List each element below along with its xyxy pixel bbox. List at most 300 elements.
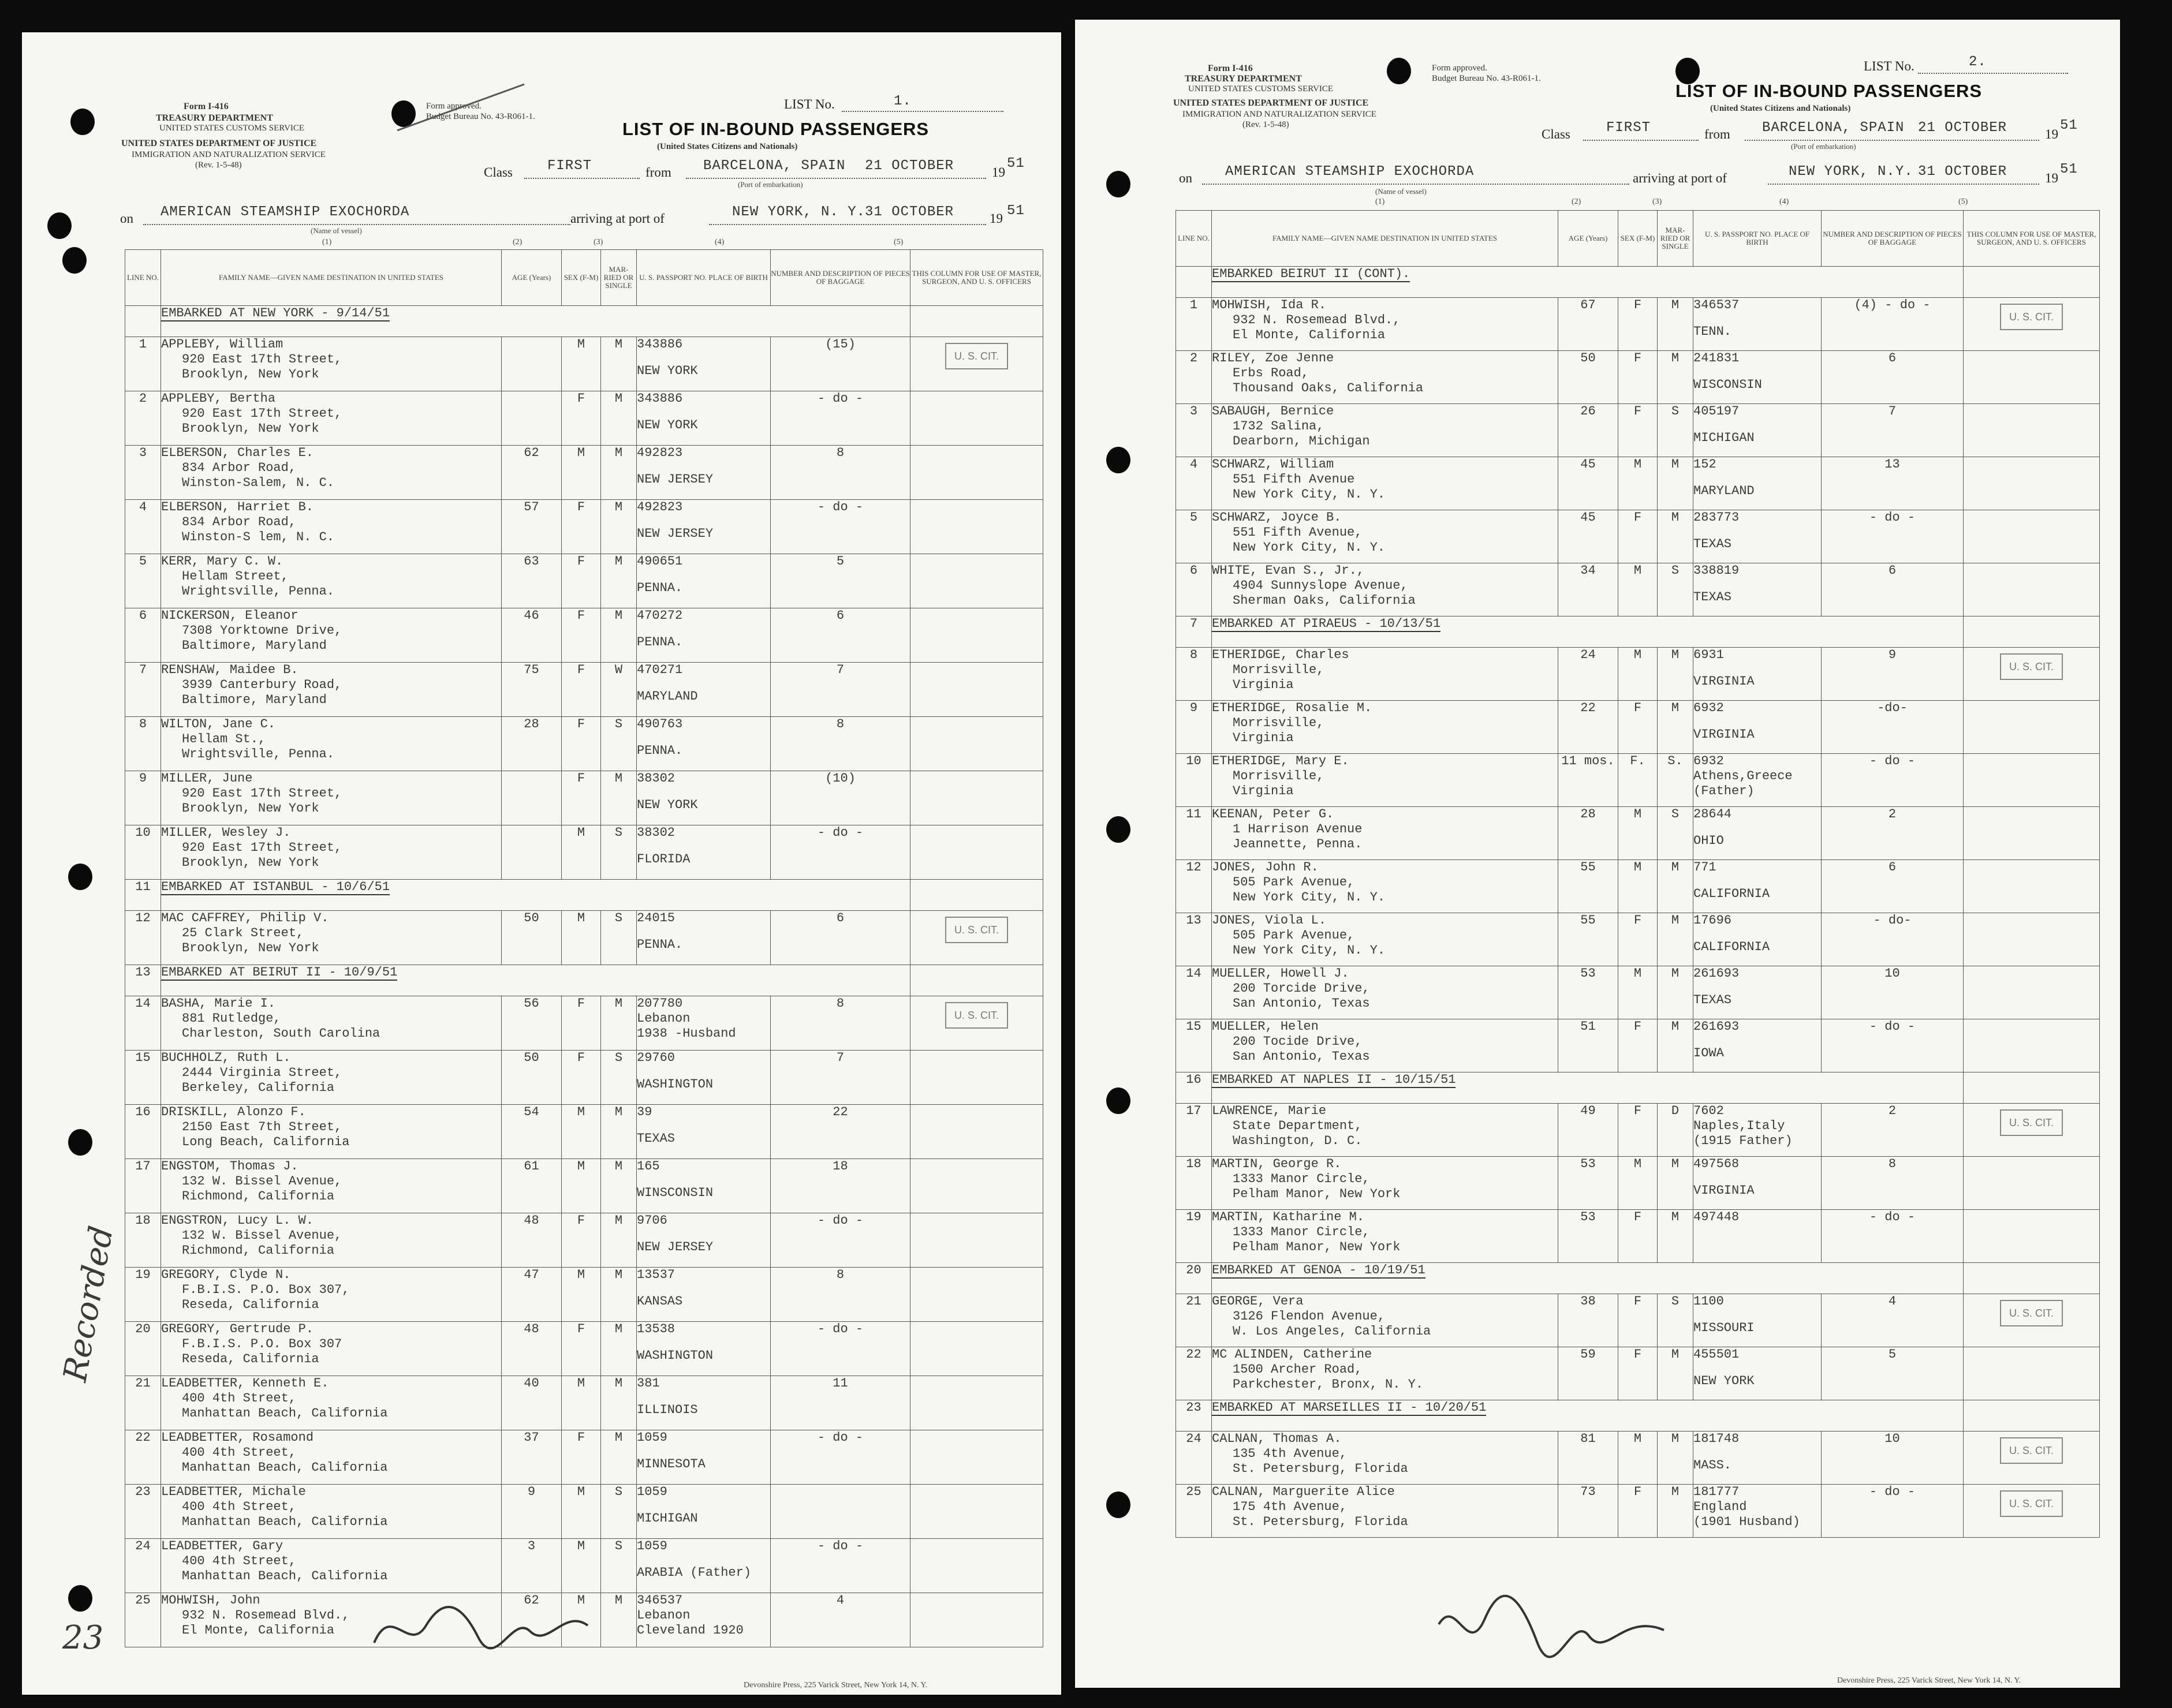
passenger-name: ELBERSON, Harriet B.	[161, 500, 314, 514]
age-cell: 38	[1558, 1294, 1618, 1347]
place-of-birth: TEXAS	[1693, 993, 1732, 1007]
marital-cell: M	[601, 500, 637, 554]
passenger-address-line: Brooklyn, New York	[182, 855, 319, 870]
form-approved: Form approved.	[1432, 63, 1487, 73]
passenger-name-address	[161, 1159, 502, 1213]
department-of-justice: UNITED STATES DEPARTMENT OF JUSTICE	[1173, 98, 1369, 108]
table-row	[1176, 1019, 2100, 1072]
passport-birthplace	[637, 1322, 771, 1376]
age-cell: 24	[1558, 648, 1618, 701]
passenger-address-line: Virginia	[1233, 731, 1294, 745]
vessel-name: AMERICAN STEAMSHIP EXOCHORDA	[161, 204, 410, 220]
sex-cell: M	[1618, 563, 1658, 616]
marital-cell: M	[1658, 1157, 1693, 1210]
passenger-name-address	[1212, 648, 1558, 701]
passenger-name-address	[161, 1539, 502, 1593]
officers-cell	[910, 663, 1043, 717]
immigration-service: IMMIGRATION AND NATURALIZATION SERVICE	[1182, 110, 1376, 119]
passport-birthplace	[637, 391, 771, 446]
line-number: 12	[1176, 860, 1212, 913]
age-cell: 63	[502, 554, 562, 608]
officers-cell	[1964, 351, 2100, 404]
marital-cell: M	[1658, 1347, 1693, 1400]
table-row	[1176, 1210, 2100, 1263]
passenger-name-address	[161, 911, 502, 965]
place-of-birth: ARABIA (Father)	[637, 1565, 752, 1580]
place-of-birth: OHIO	[1693, 834, 1724, 848]
passenger-address-line: 505 Park Avenue,	[1233, 875, 1355, 889]
line-number: 1	[125, 337, 161, 391]
place-of-birth: Cleveland 1920	[637, 1623, 744, 1638]
table-row	[125, 1322, 1043, 1376]
list-label: LIST No.	[784, 97, 835, 111]
age-cell: 3	[502, 1539, 562, 1593]
line-number: 25	[125, 1593, 161, 1647]
table-row	[1176, 701, 2100, 754]
baggage-cell: - do -	[771, 1539, 910, 1593]
marital-cell: M	[601, 337, 637, 391]
passenger-address-line: 1500 Archer Road,	[1233, 1362, 1363, 1377]
line-number: 1	[1176, 298, 1212, 351]
age-cell: 51	[1558, 1019, 1618, 1072]
arriving-label: arriving at port of	[1633, 171, 1727, 185]
passenger-address-line: 932 N. Rosemead Blvd.,	[1233, 313, 1401, 327]
us-citizen-stamp: U. S. CIT.	[2000, 1109, 2063, 1136]
list-number: 1.	[894, 94, 912, 109]
passenger-address-line: Parkchester, Bronx, N. Y.	[1233, 1377, 1424, 1392]
line-number: 23	[1176, 1400, 1212, 1432]
sex-cell: F	[562, 500, 601, 554]
passport-number: 470271	[637, 663, 683, 677]
baggage-cell	[771, 1485, 910, 1539]
sex-cell: F	[562, 608, 601, 663]
passenger-address-line: Manhattan Beach, California	[182, 1569, 388, 1583]
marital-cell: M	[601, 1593, 637, 1647]
arrival-year-suffix: 51	[1007, 203, 1025, 219]
table-row	[125, 608, 1043, 663]
embarkation-row	[1176, 1400, 2100, 1432]
sex-cell: M	[1618, 860, 1658, 913]
age-cell: 54	[502, 1105, 562, 1159]
line-number: 20	[125, 1322, 161, 1376]
place-of-birth: MISSOURI	[1693, 1321, 1755, 1335]
embarkation-row	[1176, 1072, 2100, 1104]
passenger-address-line: 1333 Manor Circle,	[1233, 1225, 1370, 1239]
line-number: 15	[1176, 1019, 1212, 1072]
baggage-cell: 13	[1822, 457, 1964, 510]
passenger-name: MAC CAFFREY, Philip V.	[161, 911, 329, 925]
sex-cell: M	[1618, 648, 1658, 701]
passenger-address-line: 834 Arbor Road,	[182, 461, 297, 475]
passenger-table: LINE NO. FAMILY NAME—GIVEN NAME DESTINATION IN UNITED STATES AGE (Years) SEX (F-M) MAR-RIED OR SINGLE U. S. PASSPORT NO. PLACE OF BIRTH NUMBER AND DESCRIPTION OF PIECES OF BAGGAGE THIS COLUMN FOR USE OF MASTER, SURGEON, AND U. S. OFFICERS EMBARKED BEIRUT II (CONT). 1 MOHWISH, Ida R. 932 N. Rosemead Blvd., El Monte, California 67 F M 346537 TENN. (4) - do - U. S. CIT. 2 RILEY, Zoe Jenne Erbs Road, Thousand Oaks, California 50 F M 241831 WISCONSIN 6 3 SABAUGH, Bernice 1732 Salina, Dearborn, Michigan 26 F S 405197 MICHIGAN 7 4 SCHWARZ, William 551 Fifth Avenue New York City, N. Y. 45 M M 152 MARYLAND 13 5 SCHWARZ, Joyce B. 551 Fifth Avenue, New York City, N. Y. 45 F M 283773 TEXAS - do - 6 WHITE, Evan S., Jr., 4904 Sunnyslope Avenue, Sherman Oaks, California 34 M S 338819 TEXAS 6 7 EMBARKED AT PIRAEUS - 10/13/51 8 ETHERIDGE, Charles Morrisville, Virginia 24 M M 6931 VIRGINIA 9 U. S. CIT. 9 ETHERIDGE, Rosalie M. Morrisville, Virginia 22 F M 6932 VIRGINIA -do- 10 ETHERIDGE, Mary E. Morrisville, Virginia 11 mos. F. S. 6932 Athens,Greece (Father) - do - 11 KEENAN, Peter G. 1 Harrison Avenue Jeannette, Penna. 28 M S 28644 OHIO 2 12 JONES, John R. 505 Park Avenue, New York City, N. Y. 55 M M 771 CALIFORNIA 6 13 JONES, Viola L. 505 Park Avenue, New York City, N. Y. 55 F M 17696 CALIFORNIA - do- 14 MUELLER, Howell J. 200 Torcide Drive, San Antonio, Texas 53 M M 261693 TEXAS 10 15 MUELLER, Helen 200 Tocide Drive, San Antonio, Texas 51 F M 261693 IOWA - do - 16 EMBARKED AT NAPLES II - 10/15/51 17 LAWRENCE, Marie State Department, Washington, D. C. 49 F D 7602 Naples,Italy (1915 Father) 2 U. S. CIT. 18 MARTIN, George R. 1333 Manor Circle, Pelham Manor, New York 53 M M 497568 VIRGINIA 8 19 MARTIN, Katharine M. 1333 Manor Circle, Pelham Manor, New York 53 F M 497448 - do - 20 EMBARKED AT GENOA - 10/19/51 21 GEORGE, Vera 3126 Flendon Avenue, W. Los Angeles, California 38 F S 1100 MISSOURI 4 U. S. CIT. 22 MC ALINDEN, Catherine 1500 Archer Road, Parkchester, Bronx, N. Y. 59 F M 455501 NEW YORK 5 23 EMBARKED AT MARSEILLES II - 10/20/51 24 CALNAN, Thomas A. 135 4th Avenue, St. Petersburg, Florida 81 M M 181748 MASS. 10 U. S. CIT. 25 CALNAN, Marguerite Alice 175 4th Avenue, St. Petersburg, Florida 73 F M 181777 England (1901 Husband) - do - U. S. CIT.	[1175, 210, 2100, 1538]
passport-number: 6932	[1693, 754, 1724, 768]
line-number: 13	[125, 965, 161, 996]
passport-number: 207780	[637, 996, 683, 1011]
vessel-note: (Name of vessel)	[1375, 187, 1427, 196]
line-number: 15	[125, 1051, 161, 1105]
line-number: 14	[1176, 966, 1212, 1019]
passport-number: 6931	[1693, 648, 1724, 662]
place-of-birth: MARYLAND	[637, 689, 698, 704]
passport-birthplace	[1693, 1104, 1822, 1157]
officers-cell	[1964, 1104, 2100, 1157]
officers-cell	[910, 911, 1043, 965]
arrival-date: 31 OCTOBER	[1918, 164, 2007, 180]
officers-cell	[1964, 1210, 2100, 1263]
sex-cell: M	[562, 1268, 601, 1322]
age-cell: 75	[502, 663, 562, 717]
passenger-address-line: Charleston, South Carolina	[182, 1026, 380, 1041]
passenger-address-line: 1 Harrison Avenue	[1233, 822, 1363, 836]
passenger-address-line: 135 4th Avenue,	[1233, 1447, 1348, 1461]
passport-number: 343886	[637, 391, 683, 406]
passenger-name-address	[161, 663, 502, 717]
table-row	[125, 771, 1043, 825]
marital-cell: M	[601, 771, 637, 825]
passenger-address-line: Pelham Manor, New York	[1233, 1240, 1401, 1254]
punch-hole	[1106, 1087, 1130, 1114]
baggage-cell: 18	[771, 1159, 910, 1213]
place-of-birth: Lebanon	[637, 1608, 691, 1623]
passenger-address-line: Sherman Oaks, California	[1233, 593, 1416, 608]
marital-cell: S	[601, 717, 637, 771]
sex-cell: F	[562, 717, 601, 771]
age-cell	[502, 771, 562, 825]
passenger-address-line: 400 4th Street,	[182, 1391, 297, 1406]
place-of-birth: (1915 Father)	[1693, 1134, 1793, 1148]
passenger-address-line: Reseda, California	[182, 1352, 319, 1366]
passenger-name: WHITE, Evan S., Jr.,	[1212, 563, 1365, 578]
department-of-justice: UNITED STATES DEPARTMENT OF JUSTICE	[121, 139, 317, 148]
passenger-address-line: 25 Clark Street,	[182, 926, 304, 940]
marital-cell: M	[1658, 701, 1693, 754]
sex-cell: M	[562, 825, 601, 880]
embarkation-heading: EMBARKED AT MARSEILLES II - 10/20/51	[1212, 1400, 1487, 1415]
port-embark-note: (Port of embarkation)	[1791, 142, 1856, 151]
baggage-cell: 10	[1822, 966, 1964, 1019]
place-of-birth: Lebanon	[637, 1011, 691, 1026]
marital-cell: M	[1658, 298, 1693, 351]
passenger-name-address	[1212, 457, 1558, 510]
passenger-name-address	[1212, 1210, 1558, 1263]
handwritten-recorded-note	[45, 1187, 121, 1395]
marital-cell: M	[601, 1213, 637, 1268]
baggage-cell: 11	[771, 1376, 910, 1430]
passenger-name: BASHA, Marie I.	[161, 996, 276, 1011]
passport-number: 343886	[637, 337, 683, 352]
passenger-address-line: New York City, N. Y.	[1233, 487, 1386, 502]
line-number: 18	[125, 1213, 161, 1268]
passport-birthplace	[637, 996, 771, 1051]
marital-cell: M	[1658, 648, 1693, 701]
passenger-name-address	[161, 996, 502, 1051]
marital-cell: S	[601, 1485, 637, 1539]
place-of-birth: CALIFORNIA	[1693, 940, 1770, 954]
passenger-address-line: 400 4th Street,	[182, 1500, 297, 1514]
passenger-address-line: 1732 Salina,	[1233, 419, 1324, 433]
marital-cell: M	[601, 1376, 637, 1430]
baggage-cell: 6	[771, 608, 910, 663]
passenger-name: MC ALINDEN, Catherine	[1212, 1347, 1372, 1362]
baggage-cell: 9	[1822, 648, 1964, 701]
line-number: 21	[125, 1376, 161, 1430]
arrival-port: NEW YORK, N. Y.	[732, 204, 866, 220]
marital-cell: M	[1658, 457, 1693, 510]
baggage-cell: 10	[1822, 1432, 1964, 1485]
place-of-birth: FLORIDA	[637, 852, 691, 866]
passport-number: 346537	[1693, 298, 1740, 312]
line-number: 9	[125, 771, 161, 825]
table-row	[125, 1105, 1043, 1159]
marital-cell: S	[601, 1051, 637, 1105]
officers-cell	[1964, 807, 2100, 860]
embarkation-date: 21 OCTOBER	[1918, 120, 2007, 136]
age-cell: 55	[1558, 860, 1618, 913]
passenger-name-address	[161, 717, 502, 771]
sex-cell: F	[1618, 1485, 1658, 1538]
passenger-address-line: Winston-S lem, N. C.	[182, 530, 335, 544]
passenger-name-address	[1212, 1104, 1558, 1157]
marital-cell: M	[601, 446, 637, 500]
passenger-name: ELBERSON, Charles E.	[161, 446, 314, 460]
place-of-birth: MICHIGAN	[1693, 431, 1755, 445]
line-number: 3	[1176, 404, 1212, 457]
passport-number: 497568	[1693, 1157, 1740, 1171]
sex-cell: M	[562, 337, 601, 391]
age-cell: 22	[1558, 701, 1618, 754]
sex-cell: F	[1618, 1104, 1658, 1157]
line-number: 19	[125, 1268, 161, 1322]
table-row	[125, 825, 1043, 880]
marital-cell: M	[1658, 913, 1693, 966]
baggage-cell: 7	[771, 663, 910, 717]
marital-cell: M	[601, 1268, 637, 1322]
place-of-birth: Naples,Italy	[1693, 1119, 1785, 1133]
passport-number: 9706	[637, 1213, 667, 1228]
passenger-name-address	[161, 1051, 502, 1105]
marital-cell: S	[1658, 1294, 1693, 1347]
sex-cell: F	[1618, 1210, 1658, 1263]
sex-cell: M	[562, 1159, 601, 1213]
passport-birthplace	[1693, 807, 1822, 860]
age-cell: 46	[502, 608, 562, 663]
passport-number: 38302	[637, 825, 676, 840]
marital-cell: S	[1658, 807, 1693, 860]
line-number: 10	[1176, 754, 1212, 807]
sex-cell: F	[1618, 1019, 1658, 1072]
passport-number: 39	[637, 1105, 652, 1119]
passenger-address-line: 132 W. Bissel Avenue,	[182, 1228, 342, 1243]
embarkation-date: 21 OCTOBER	[865, 158, 954, 174]
place-of-birth: NEW JERSEY	[637, 472, 714, 487]
place-of-birth: England	[1693, 1500, 1747, 1514]
sex-cell: F.	[1618, 754, 1658, 807]
punch-hole	[68, 864, 92, 890]
passport-birthplace	[637, 771, 771, 825]
place-of-birth: VIRGINIA	[1693, 674, 1755, 689]
line-number: 23	[125, 1485, 161, 1539]
sex-cell: F	[1618, 913, 1658, 966]
place-of-birth: TEXAS	[637, 1131, 676, 1146]
passport-birthplace	[1693, 1019, 1822, 1072]
officers-cell	[910, 391, 1043, 446]
passport-number: 38302	[637, 771, 676, 786]
passport-birthplace	[1693, 351, 1822, 404]
embarkation-heading: EMBARKED AT PIRAEUS - 10/13/51	[1212, 616, 1441, 631]
manifest-sheet-2: Form I-416 TREASURY DEPARTMENT UNITED STATES CUSTOMS SERVICE Form approved. Budget Bureau No. 43-R061-1. UNITED STATES DEPARTMENT OF JUSTICE IMMIGRATION AND NATURALIZATION SERVICE (Rev. 1-5-48) LIST No. 2. LIST OF IN-BOUND PASSENGERS (United States Citizens and Nationals) Class FIRST from BARCELONA, SPAIN 21 OCTOBER 19 51 (Port of embarkation) on AMERICAN STEAMSHIP EXOCHORDA (Name of vessel) arriving at port of NEW YORK, N.Y. 31 OCTOBER 19 51 (1) (2) (3) (4) (5) LINE NO. FAMILY NAME—GIVEN NAME DESTINATION IN UNITED STATES AGE (Years) SEX (F-M) MAR-RIED OR SINGLE U. S. PASSPORT NO. PLACE OF BIRTH NUMBER AND DESCRIPTION OF PIECES OF BAGGAGE THIS COLUMN FOR USE OF MASTER, SURGEON, AND U. S. OFFICERS EMBARKED BEIRUT II (CONT). 1 MOHWISH, Ida R. 932 N. Rosemead Blvd., El Monte, California 67 F M 346537 TENN. (4) - do - U. S. CIT. 2 RILEY, Zoe Jenne Erbs Road, Thousand Oaks, California 50 F M 241831 WISCONSIN 6 3 SABAUGH, Bernice 1732 Salina, Dearborn, Michigan 26 F S 405197 MICHIGAN 7 4 SCHWARZ, William 551 Fifth Avenue New York City, N. Y. 45 M M 152 MARYLAND 13 5 SCHWARZ, Joyce B. 551 Fifth Avenue, New York City, N. Y. 45 F M 283773 TEXAS - do - 6 WHITE, Evan S., Jr., 4904 Sunnyslope Avenue, Sherman Oaks, California 34 M S 338819 TEXAS 6 7 EMBARKED AT PIRAEUS - 10/13/51 8 ETHERIDGE, Charles Morrisville, Virginia 24 M M 6931 VIRGINIA 9 U. S. CIT. 9 ETHERIDGE, Rosalie M. Morrisville, Virginia 22 F M 6932 VIRGINIA -do- 10 ETHERIDGE, Mary E. Morrisville, Virginia 11 mos. F. S. 6932 Athens,Greece (Father) - do - 11 KEENAN, Peter G. 1 Harrison Avenue Jeannette, Penna. 28 M S 28644 OHIO 2 12 JONES, John R. 505 Park Avenue, New York City, N. Y. 55 M M 771 CALIFORNIA 6 13 JONES, Viola L. 505 Park Avenue, New York City, N. Y. 55 F M 17696 CALIFORNIA - do- 14 MUELLER, Howell J. 200 Torcide Drive, San Antonio, Texas 53 M M 261693 TEXAS 10 15 MUELLER, Helen 200 Tocide Drive, San Antonio, Texas 51 F M 261693 IOWA - do - 16 EMBARKED AT NAPLES II - 10/15/51 17 LAWRENCE, Marie State Department, Washington, D. C. 49 F D 7602 Naples,Italy (1915 Father) 2 U. S. CIT. 18 MARTIN, George R. 1333 Manor Circle, Pelham Manor, New York 53 M M 497568 VIRGINIA 8 19 MARTIN, Katharine M. 1333 Manor Circle, Pelham Manor, New York 53 F M 497448 - do - 20 EMBARKED AT GENOA - 10/19/51 21 GEORGE, Vera 3126 Flendon Avenue, W. Los Angeles, California 38 F S 1100 MISSOURI 4 U. S. CIT. 22 MC ALINDEN, Catherine 1500 Archer Road, Parkchester, Bronx, N. Y. 59 F M 455501 NEW YORK 5 23 EMBARKED AT MARSEILLES II - 10/20/51 24 CALNAN, Thomas A. 135 4th Avenue, St. Petersburg, Florida 81 M M 181748 MASS. 10 U. S. CIT. 25 CALNAN, Marguerite Alice 175 4th Avenue, St. Petersburg, Florida 73 F M 181777 England (1901 Husband) - do - U. S. CIT. Devonshire Press, 225 Varick Street, New York 14, N. Y.	[1075, 20, 2120, 1688]
marital-cell: S	[601, 825, 637, 880]
table-row	[1176, 1485, 2100, 1538]
passport-birthplace	[637, 1051, 771, 1105]
embarkation-row	[1176, 1263, 2100, 1294]
marital-cell: M	[601, 608, 637, 663]
line-number: 25	[1176, 1485, 1212, 1538]
age-cell: 48	[502, 1322, 562, 1376]
passenger-address-line: Wrightsville, Penna.	[182, 584, 335, 599]
passport-birthplace	[1693, 510, 1822, 563]
passport-birthplace	[1693, 913, 1822, 966]
passenger-address-line: 932 N. Rosemead Blvd.,	[182, 1608, 350, 1623]
officers-cell	[910, 1213, 1043, 1268]
svg-text:23: 23	[62, 1619, 104, 1657]
passenger-name-address	[1212, 1019, 1558, 1072]
place-of-birth: NEW YORK	[637, 418, 698, 432]
passenger-address-line: New York City, N. Y.	[1233, 540, 1386, 555]
passenger-name: LEADBETTER, Kenneth E.	[161, 1376, 329, 1391]
embarkation-heading: EMBARKED BEIRUT II (CONT).	[1212, 267, 1410, 281]
year-prefix: 19	[2045, 127, 2058, 141]
passport-birthplace	[637, 1593, 771, 1647]
age-cell: 9	[502, 1485, 562, 1539]
service: UNITED STATES CUSTOMS SERVICE	[159, 124, 305, 133]
port-of-embarkation: BARCELONA, SPAIN	[1762, 120, 1905, 136]
table-row	[1176, 913, 2100, 966]
sex-cell: F	[1618, 351, 1658, 404]
department: TREASURY DEPARTMENT	[156, 113, 273, 123]
table-row	[125, 663, 1043, 717]
passenger-address-line: 132 W. Bissel Avenue,	[182, 1174, 342, 1189]
officers-cell	[910, 500, 1043, 554]
age-cell: 50	[1558, 351, 1618, 404]
passenger-name: CALNAN, Thomas A.	[1212, 1432, 1342, 1446]
baggage-cell: (10)	[771, 771, 910, 825]
passport-number: 13537	[637, 1268, 676, 1282]
officers-cell	[910, 1268, 1043, 1322]
passenger-address-line: 920 East 17th Street,	[182, 840, 342, 855]
passenger-name: LEADBETTER, Gary	[161, 1539, 283, 1553]
line-number: 17	[125, 1159, 161, 1213]
passenger-name: MOHWISH, Ida R.	[1212, 298, 1327, 312]
passport-birthplace	[1693, 1347, 1822, 1400]
us-citizen-stamp: U. S. CIT.	[2000, 1490, 2063, 1517]
passenger-name: CALNAN, Marguerite Alice	[1212, 1485, 1395, 1499]
officers-cell	[1964, 510, 2100, 563]
punch-hole	[47, 212, 72, 239]
table-row	[125, 500, 1043, 554]
arrival-year-prefix: 19	[990, 211, 1003, 226]
passenger-address-line: 3126 Flendon Avenue,	[1233, 1309, 1386, 1324]
baggage-cell: - do -	[1822, 1019, 1964, 1072]
us-citizen-stamp: U. S. CIT.	[2000, 653, 2063, 680]
line-number: 24	[1176, 1432, 1212, 1485]
sex-cell: M	[562, 1105, 601, 1159]
marital-cell: M	[1658, 1210, 1693, 1263]
baggage-cell: 8	[771, 717, 910, 771]
table-row	[125, 1159, 1043, 1213]
embarkation-row	[125, 880, 1043, 911]
line-number: 16	[1176, 1072, 1212, 1104]
officers-cell	[910, 1159, 1043, 1213]
passport-birthplace	[1693, 563, 1822, 616]
table-row	[125, 1485, 1043, 1539]
class-value: FIRST	[547, 158, 592, 174]
passport-number: 152	[1693, 457, 1716, 472]
port-embark-note: (Port of embarkation)	[738, 180, 803, 189]
officers-cell	[910, 1539, 1043, 1593]
place-of-birth: MARYLAND	[1693, 484, 1755, 498]
passenger-address-line: 920 East 17th Street,	[182, 406, 342, 421]
marital-cell: S	[1658, 563, 1693, 616]
arriving-label: arriving at port of	[570, 211, 665, 226]
table-row	[1176, 457, 2100, 510]
immigration-service: IMMIGRATION AND NATURALIZATION SERVICE	[132, 150, 326, 159]
marital-cell: M	[1658, 860, 1693, 913]
officers-cell	[1964, 1019, 2100, 1072]
place-of-birth: WISCONSIN	[1693, 378, 1762, 392]
passenger-name-address	[161, 500, 502, 554]
passenger-name-address	[161, 1322, 502, 1376]
marital-cell: M	[1658, 1019, 1693, 1072]
table-row	[1176, 563, 2100, 616]
form-approved: Form approved.	[426, 102, 482, 111]
passport-number: 181748	[1693, 1432, 1740, 1446]
passenger-address-line: Virginia	[1233, 784, 1294, 798]
age-cell: 40	[502, 1376, 562, 1430]
table-row	[125, 1051, 1043, 1105]
officers-cell	[910, 1376, 1043, 1430]
revision: (Rev. 1-5-48)	[1242, 120, 1289, 129]
passenger-name: GREGORY, Gertrude P.	[161, 1322, 314, 1336]
year-suffix: 51	[2060, 118, 2078, 133]
line-number: 4	[125, 500, 161, 554]
sex-cell: F	[1618, 298, 1658, 351]
baggage-cell: 8	[771, 1268, 910, 1322]
sex-cell: F	[562, 663, 601, 717]
table-row	[1176, 1294, 2100, 1347]
table-row	[125, 554, 1043, 608]
passport-number: 492823	[637, 446, 683, 460]
age-cell: 50	[502, 911, 562, 965]
budget-bureau: Budget Bureau No. 43-R061-1.	[1432, 74, 1541, 83]
age-cell: 59	[1558, 1347, 1618, 1400]
marital-cell: M	[601, 1430, 637, 1485]
on-label: on	[1179, 171, 1192, 185]
baggage-cell: - do -	[1822, 1210, 1964, 1263]
vessel-note: (Name of vessel)	[311, 226, 362, 235]
passport-birthplace	[637, 337, 771, 391]
marital-cell: S	[601, 1539, 637, 1593]
passport-birthplace	[1693, 701, 1822, 754]
line-number: 19	[1176, 1210, 1212, 1263]
passenger-name-address	[1212, 1347, 1558, 1400]
baggage-cell: - do -	[771, 1213, 910, 1268]
sex-cell: M	[562, 911, 601, 965]
passport-birthplace	[1693, 1294, 1822, 1347]
place-of-birth: NEW JERSEY	[637, 526, 714, 541]
table-row	[125, 717, 1043, 771]
passport-number: 181777	[1693, 1485, 1740, 1499]
passenger-address-line: Wrightsville, Penna.	[182, 747, 335, 761]
